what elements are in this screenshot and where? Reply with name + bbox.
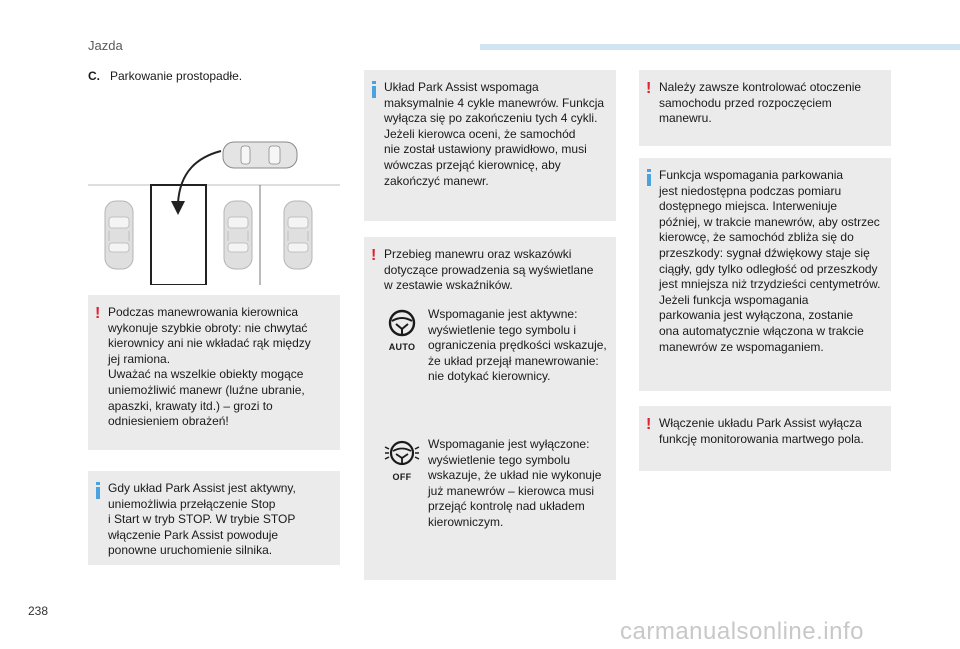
display-warning-text: Przebieg manewru oraz wskazówki dotyczące prowadzenia są wyświetlane w zestawie wskaźników. — [384, 247, 594, 293]
warning-icon: ! — [646, 80, 652, 97]
blind-spot-warning-text: Włączenie układu Park Assist wyłącza funkcję monitorowania martwego pola. — [659, 416, 864, 446]
warning-icon: ! — [646, 416, 652, 433]
parked-car-middle — [224, 201, 252, 269]
stop-start-info-text: Gdy układ Park Assist jest aktywny, uniemożliwia przełączenie Stop i Start w tryb STOP. W trybie STOP włączenie Park Assist powoduje ponowne uruchomienie silnika. — [108, 481, 296, 558]
stop-start-info-box — [88, 471, 340, 565]
section-c-heading — [88, 69, 242, 83]
maneuvering-car — [223, 142, 297, 168]
off-assist-text: Wspomaganie jest wyłączone: wyświetlenie tego symbolu wskazuje, że układ nie wykonuje już manewrów – kierowca musi przejąć kontrolę nad układem kierowniczym. — [428, 437, 602, 529]
section-letter: C. — [88, 69, 100, 83]
off-label: OFF — [392, 472, 412, 482]
measurement-info-text: Funkcja wspomagania parkowania jest niedostępna podczas pomiaru dostępnego miejsca. Interweniuje później, w trakcie manewrów, aby ostrzec kierowcę, że samochód zbliża się do przeszkody: sygnał dźwiękowy staje się ciągły, gdy tylko odległość od przeszkody jest mniejsza niż trzydzieści centymetrów. Jeżeli funkcja wspomagania parkowania jest wyłączona, zostanie ona automatycznie włączona w trakcie manewrów ze wspomaganiem. — [659, 168, 881, 354]
display-warning-box — [364, 237, 616, 580]
surroundings-warning-box — [639, 70, 891, 146]
section-c-title: Parkowanie prostopadłe. — [110, 69, 243, 83]
parked-car-left — [105, 201, 133, 269]
header-bar — [480, 44, 960, 50]
info-icon — [647, 169, 651, 186]
info-icon — [96, 482, 100, 499]
steering-warning-box — [88, 295, 340, 450]
page-number: 238 — [28, 604, 49, 618]
surroundings-warning-text: Należy zawsze kontrolować otoczenie samochodu przed rozpoczęciem manewru. — [659, 80, 862, 126]
cycles-info-text: Układ Park Assist wspomaga maksymalnie 4 cykle manewrów. Funkcja wyłącza się po zakończeniu tych 4 cykli. Jeżeli kierowca oceni, że samochód nie został ustawiony prawidłowo, musi wówczas przejąć kierownicę, aby zakończyć manewr. — [384, 80, 605, 188]
warning-icon: ! — [371, 247, 377, 264]
warning-icon: ! — [95, 305, 101, 322]
parked-car-right — [284, 201, 312, 269]
info-icon — [372, 81, 376, 98]
cycles-info-box — [364, 70, 616, 221]
auto-assist-text: Wspomaganie jest aktywne: wyświetlenie tego symbolu i ograniczenia prędkości wskazuje, że układ przejął manewrowanie: nie dotykać kierownicy. — [428, 307, 607, 384]
blind-spot-warning-box — [639, 406, 891, 471]
perpendicular-parking-illustration — [88, 135, 340, 285]
auto-label: AUTO — [388, 342, 416, 352]
steering-warning-text: Podczas manewrowania kierownica wykonuje szybkie obroty: nie chwytać kierownicy ani nie wkładać rąk między jej ramiona. Uważać na wszelkie obiekty mogące uniemożliwić manewr (luźne ubranie, apaszki, krawaty itd.) – grozi to odniesieniem obrażeń! — [108, 305, 311, 429]
auto-assist-row — [384, 307, 616, 397]
measurement-info-box — [639, 158, 891, 391]
watermark: carmanualsonline.info — [620, 618, 864, 645]
off-assist-row — [384, 437, 616, 537]
section-title: Jazda — [88, 38, 123, 53]
